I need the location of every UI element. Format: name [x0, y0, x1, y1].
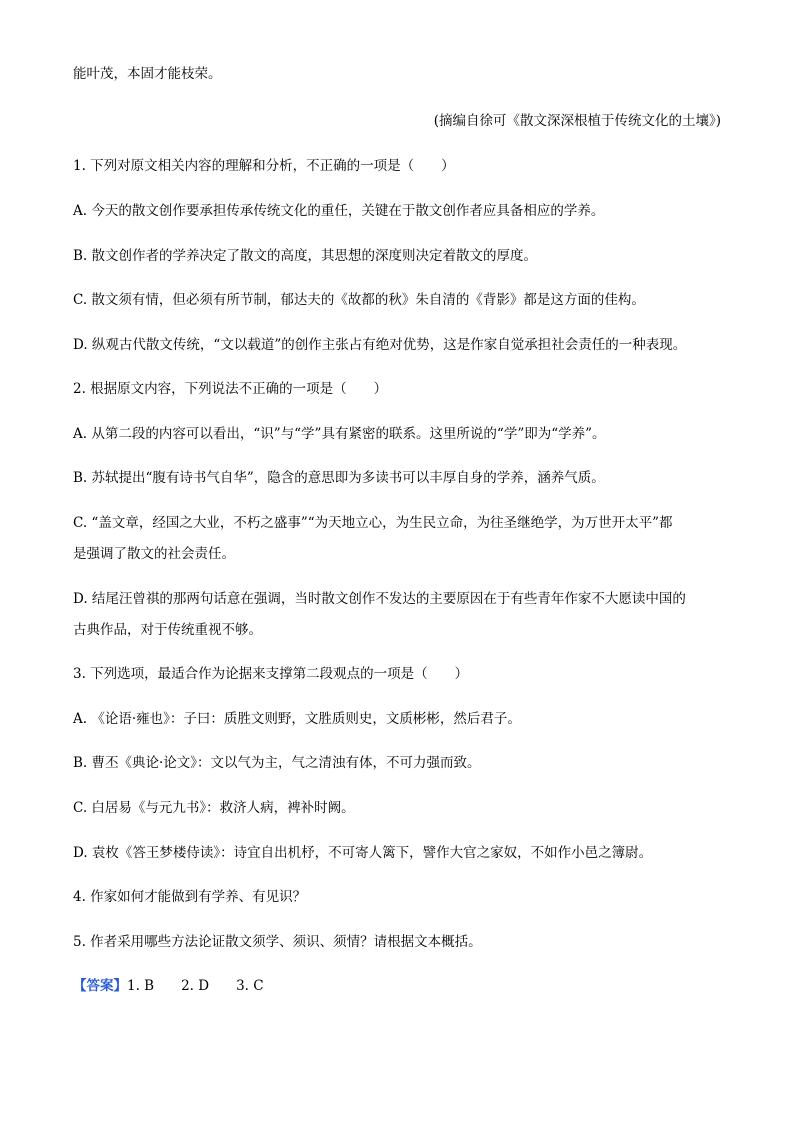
question-3: 3. 下列选项，最适合作为论据来支撑第二段观点的一项是（ ）	[73, 666, 469, 682]
question-4: 4. 作家如何才能做到有学养、有见识？	[73, 889, 307, 905]
question-1: 1. 下列对原文相关内容的理解和分析，不正确的一项是（ ）	[73, 158, 455, 174]
question-2-option-b: B. 苏轼提出“腹有诗书气自华”，隐含的意思即为多读书可以丰厚自身的学养，涵养气质。	[73, 470, 605, 486]
question-2-option-d: D. 结尾汪曾祺的那两句话意在强调，当时散文创作不发达的主要原因在于有些青年作家不大愿读中国的	[73, 591, 686, 607]
question-2: 2. 根据原文内容，下列说法不正确的一项是（ ）	[73, 381, 388, 397]
question-3-option-d: D. 袁枚《答王梦楼侍读》：诗宜自出机杼，不可寄人篱下，譬作大官之家奴，不如作小邑之簿尉。	[73, 845, 653, 861]
question-1-option-a: A. 今天的散文创作要承担传承传统文化的重任，关键在于散文创作者应具备相应的学养。	[73, 203, 605, 219]
source-citation: (摘编自徐可《散文深深根植于传统文化的土壤》)	[433, 113, 721, 129]
question-1-option-b: B. 散文创作者的学养决定了散文的高度，其思想的深度则决定着散文的厚度。	[73, 248, 538, 264]
question-3-option-c: C. 白居易《与元九书》：救济人病，裨补时阙。	[73, 800, 355, 816]
answer-line	[73, 976, 723, 996]
question-3-option-a: A. 《论语·雍也》：子曰：质胜文则野，文胜质则史，文质彬彬，然后君子。	[73, 711, 521, 727]
text-line-continuation: 能叶茂，本固才能枝荣。	[73, 66, 222, 82]
question-1-option-c: C. 散文须有情，但必须有所节制，郁达夫的《故都的秋》朱自清的《背影》都是这方面的佳构。	[73, 292, 645, 308]
question-3-option-b: B. 曹丕《典论·论文》：文以气为主，气之清浊有体，不可力强而致。	[73, 755, 481, 771]
question-2-option-c: C. “盖文章，经国之大业，不朽之盛事”“为天地立心，为生民立命，为往圣继绝学，为万世开太平”都	[73, 515, 673, 531]
answer-text: 1. B 2. D 3. C	[127, 978, 264, 994]
question-5: 5. 作者采用哪些方法论证散文须学、须识、须情？请根据文本概括。	[73, 934, 482, 950]
answer-label: 【答案】	[73, 978, 127, 994]
question-2-option-a: A. 从第二段的内容可以看出，“识”与“学”具有紧密的联系。这里所说的“学”即为“学养”。	[73, 426, 606, 442]
question-1-option-d: D. 纵观古代散文传统，“文以载道”的创作主张占有绝对优势，这是作家自觉承担社会责任的一种表现。	[73, 337, 687, 353]
question-2-option-c-cont: 是强调了散文的社会责任。	[73, 546, 235, 562]
question-2-option-d-cont: 古典作品，对于传统重视不够。	[73, 622, 262, 638]
